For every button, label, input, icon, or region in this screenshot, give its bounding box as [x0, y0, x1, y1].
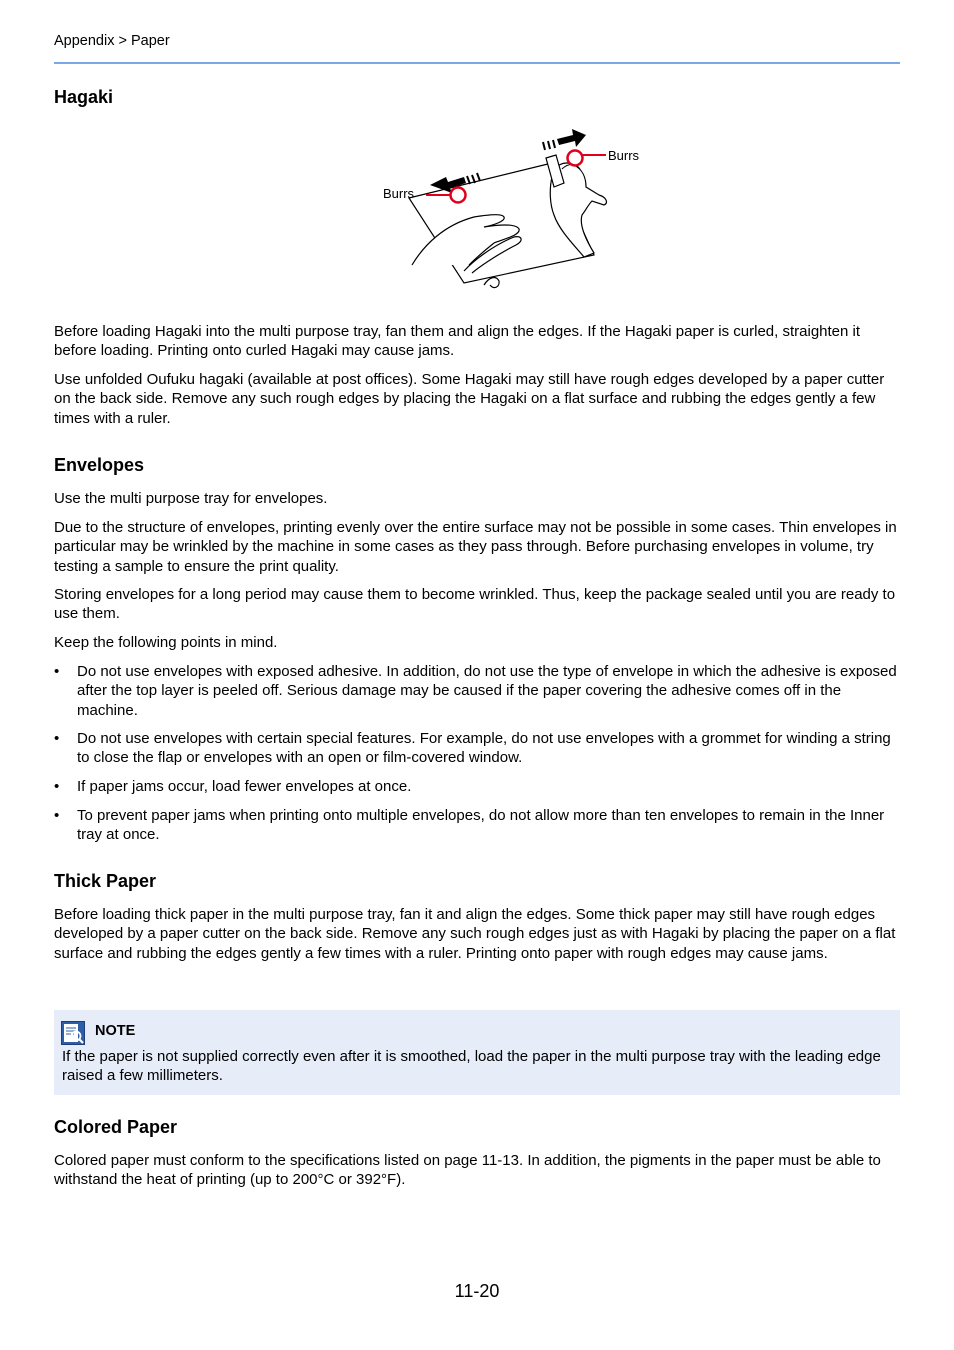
list-item-text: If paper jams occur, load fewer envelopes at once.: [77, 778, 412, 795]
hagaki-paragraph-2: Use unfolded Oufuku hagaki (available at post offices). Some Hagaki may still have rough edges developed by a paper cutter on the back side. Remove any such rough edges by placing the Hagaki on a flat surface and rubbing the edges gently a few times with a ruler.: [54, 371, 885, 427]
bullet-marker: •: [54, 778, 60, 795]
header-rule: [54, 62, 900, 64]
colored-paper-paragraph: Colored paper must conform to the specifications listed on page 11-13. In addition, the pigments in the paper must be able to withstand the heat of printing (up to 200°C or 392°F).: [54, 1152, 881, 1189]
list-item-text: Do not use envelopes with exposed adhesive. In addition, do not use the type of envelope in which the adhesive is exposed after the top layer is peeled off. Serious damage may be caused if the paper covering the adhesive comes off in the machine.: [77, 663, 897, 719]
bullet-marker: •: [54, 807, 60, 824]
note-box: [54, 1010, 900, 1095]
envelopes-paragraph-4: Keep the following points in mind.: [54, 634, 278, 651]
heading-thick-paper: Thick Paper: [54, 871, 157, 891]
burrs-label-left: Burrs: [383, 186, 415, 201]
note-title: NOTE: [95, 1023, 136, 1039]
thick-paper-paragraph: Before loading thick paper in the multi purpose tray, fan it and align the edges. Some thick paper may still have rough edges developed by a paper cutter on the back side. Remove any such rough edges just as with Hagaki by placing the paper on a flat surface and rubbing the edges gently a few times with a ruler. Printing onto paper with rough edges may cause jams.: [54, 906, 896, 962]
list-item: [54, 662, 900, 720]
envelopes-paragraph-2: Due to the structure of envelopes, printing evenly over the entire surface may not be possible in some cases. Thin envelopes in particular may be wrinkled by the machine in some cases as they pass through. Before purchasing envelopes in volume, try testing a sample to ensure the print quality.: [54, 519, 897, 575]
bullet-marker: •: [54, 663, 60, 680]
note-icon: [61, 1021, 85, 1045]
breadcrumb: Appendix > Paper: [54, 33, 170, 49]
list-item: [54, 729, 900, 768]
list-item-text: Do not use envelopes with certain special features. For example, do not use envelopes with a grommet for winding a string to close the flap or envelopes with an open or film-covered window.: [77, 730, 891, 767]
envelopes-paragraph-3: Storing envelopes for a long period may cause them to become wrinkled. Thus, keep the package sealed until you are ready to use them.: [54, 586, 896, 623]
list-item: [54, 777, 900, 796]
hagaki-paragraph-1: Before loading Hagaki into the multi purpose tray, fan them and align the edges. If the Hagaki paper is curled, straighten it before loading. Printing onto curled Hagaki may cause jams.: [54, 323, 861, 360]
heading-envelopes: Envelopes: [54, 455, 145, 475]
heading-hagaki: Hagaki: [54, 87, 114, 107]
list-item: [54, 806, 900, 845]
bullet-marker: •: [54, 730, 60, 747]
hagaki-hands-illustration: [324, 125, 640, 295]
heading-colored-paper: Colored Paper: [54, 1117, 178, 1137]
envelopes-paragraph-1: Use the multi purpose tray for envelopes.: [54, 490, 328, 507]
page-number: 11-20: [454, 1281, 500, 1301]
burrs-label-right: Burrs: [608, 148, 640, 163]
note-text: If the paper is not supplied correctly even after it is smoothed, load the paper in the multi purpose tray with the leading edge raised a few millimeters.: [62, 1048, 881, 1085]
list-item-text: To prevent paper jams when printing onto multiple envelopes, do not allow more than ten envelopes to remain in the Inner tray at once.: [77, 807, 885, 844]
